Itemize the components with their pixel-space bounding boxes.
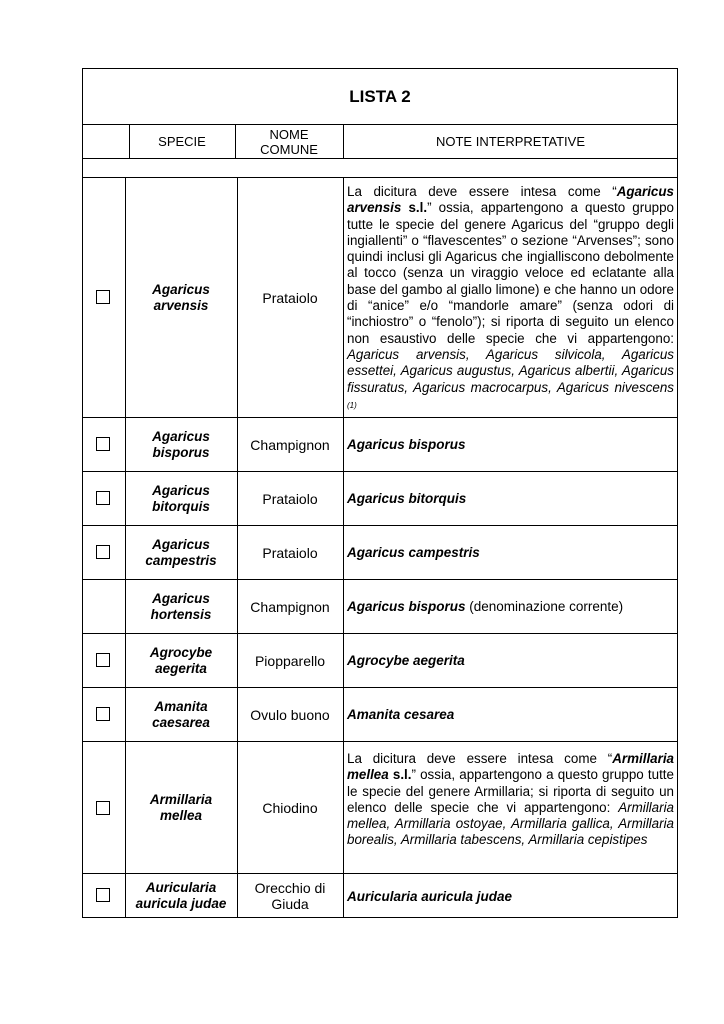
note-auricularia-auricula-judae: Auricularia auricula judae [347,888,513,904]
note-amanita-caesarea: Amanita cesarea [347,707,455,722]
common-armillaria-mellea: Chiodino [262,799,318,816]
common-agaricus-bisporus: Champignon [250,436,330,453]
note-agaricus-arvensis: La dicitura deve essere intesa come “Agaricus arvensis s.l.” ossia, appartengono a questo gruppo tutte le specie del genere Agaricus del “gruppo degli ingiallenti” o “flavescentes” o sezione “Arvenses”; sono quindi inclusi gli Agaricus che ingialliscono debolmente al tocco (senza un viraggio veloce ed eclatante alla base del gambo al giallo limone) e che hanno un odore di “anice” e/o “mandorle amare” (senza odori di “inchiostro” o “fenolo”); si riporta di seguito un elenco non esaustivo delle specie che vi appartengono: Agaricus arvensis, Agaricus silvicola, Agaricus essettei, Agaricus augustus, Agaricus albertii, Agaricus fissuratus, Agaricus macrocarpus, Agaricus nivescens (1) [347,184,674,410]
checkbox-agaricus-campestris[interactable] [96,545,110,559]
note-agaricus-hortensis: Agaricus bisporus (denominazione corrente) [347,599,624,614]
note-agaricus-campestris: Agaricus campestris [347,545,480,560]
header-species: SPECIE [158,134,206,149]
checkbox-amanita-caesarea[interactable] [96,707,110,721]
checkbox-agaricus-bitorquis[interactable] [96,491,110,505]
common-agaricus-hortensis: Champignon [250,598,330,615]
species-agaricus-arvensis: Agaricus arvensis [152,281,210,313]
species-agaricus-bisporus: Agaricus bisporus [152,428,210,460]
header-notes: NOTE INTERPRETATIVE [435,134,586,149]
species-agaricus-bitorquis: Agaricus bitorquis [152,482,210,514]
rule-under-header [82,158,678,159]
checkbox-agaricus-bisporus[interactable] [96,437,110,451]
common-agaricus-bitorquis: Prataiolo [262,490,318,507]
body-divider-3 [343,177,344,918]
note-agaricus-bisporus: Agaricus bisporus [347,437,466,452]
species-agrocybe-aegerita: Agrocybe aegerita [149,644,213,676]
checkbox-agrocybe-aegerita[interactable] [96,653,110,667]
species-auricularia-auricula-judae: Auricularia auricula judae [135,880,227,911]
common-agaricus-arvensis: Prataiolo [262,289,318,306]
species-agaricus-campestris: Agaricus campestris [145,536,217,568]
page-title: LISTA 2 [349,86,411,106]
note-armillaria-mellea: La dicitura deve essere intesa come “Armillaria mellea s.l.” ossia, appartengono a questo gruppo tutte le specie del genere Armillaria; si riporta di seguito un elenco delle specie che vi appartengono: Armillaria mellea, Armillaria ostoyae, Armillaria gallica, Armillaria borealis, Armillaria tabescens, Armillaria cepistipes [347,751,674,848]
common-amanita-caesarea: Ovulo buono [250,706,330,723]
checkbox-agaricus-arvensis[interactable] [96,290,110,304]
common-agrocybe-aegerita: Piopparello [254,652,326,669]
checkbox-auricularia-auricula-judae[interactable] [96,888,110,902]
species-armillaria-mellea: Armillaria mellea [149,791,213,823]
common-agaricus-campestris: Prataiolo [262,544,318,561]
note-agaricus-bitorquis: Agaricus bitorquis [347,491,467,506]
header-common-name: NOME COMUNE [260,126,318,157]
checkbox-armillaria-mellea[interactable] [96,801,110,815]
species-agaricus-hortensis: Agaricus hortensis [150,590,212,622]
note-agrocybe-aegerita: Agrocybe aegerita [347,653,465,668]
species-amanita-caesarea: Amanita caesarea [152,698,210,730]
common-auricularia-auricula-judae: Orecchio di Giuda [254,880,326,912]
